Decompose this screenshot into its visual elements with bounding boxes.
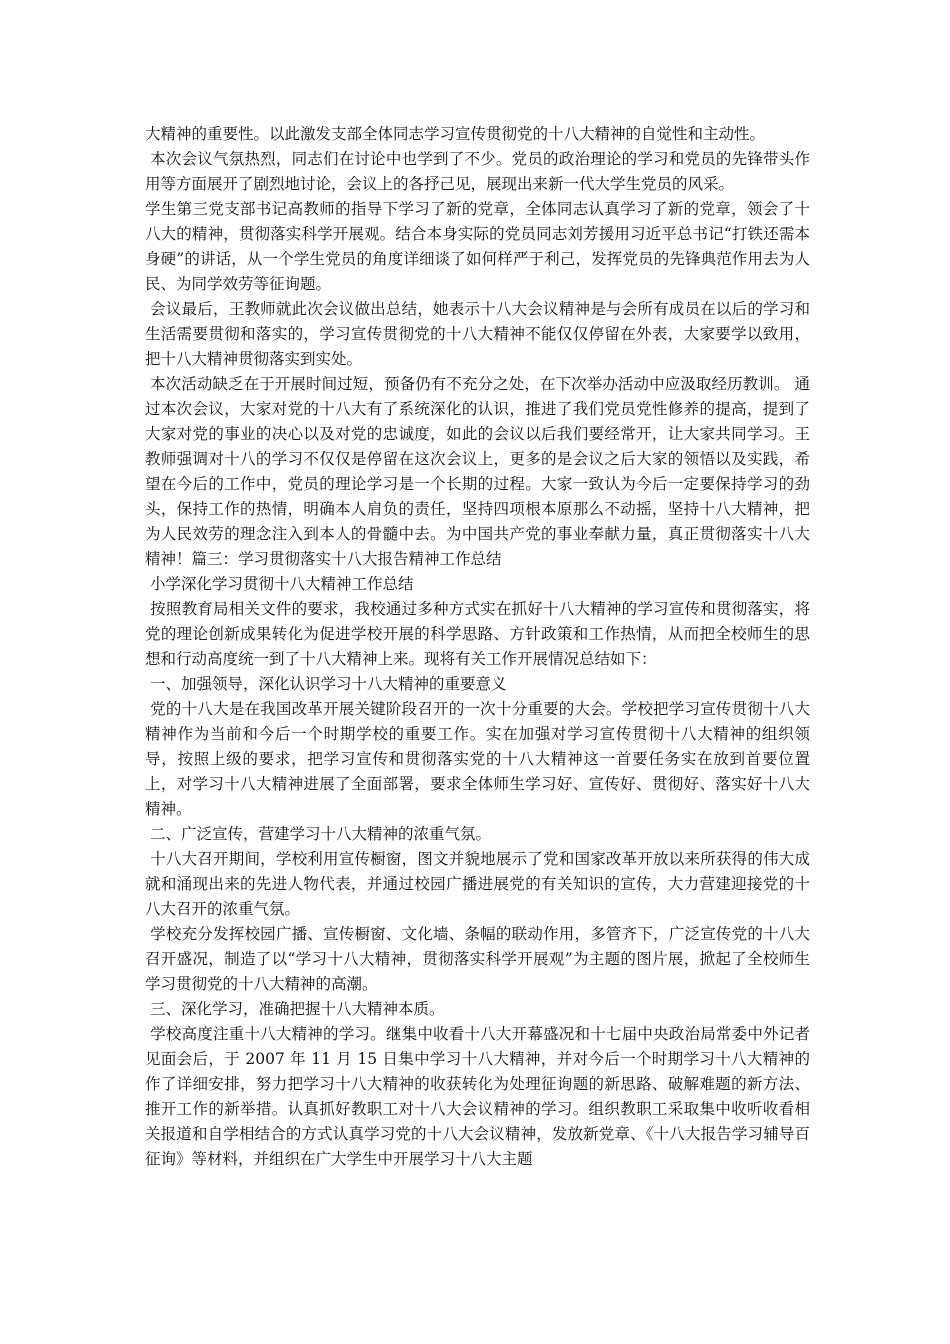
paragraph: 大精神的重要性。以此激发支部全体同志学习宣传贯彻党的十八大精神的自觉性和主动性。 bbox=[145, 125, 766, 143]
section-heading: 三、深化学习，准确把握十八大精神本质。 bbox=[145, 1000, 445, 1018]
document-body bbox=[145, 122, 810, 1172]
paragraph: 会议最后，王教师就此次会议做出总结，她表示十八大会议精神是与会所有成员在以后的学习和生活需要贯彻和落实的，学习宣传贯彻党的十八大精神不能仅仅停留在外表，大家要学以致用，把十八大精神贯彻落实到实处。 bbox=[145, 300, 810, 368]
paragraph: 学校充分发挥校园广播、宣传橱窗、文化墙、条幅的联动作用，多管齐下，广泛宣传党的十八大召开盛况，制造了以“学习十八大精神，贯彻落实科学开展观”为主题的图片展，掀起了全校师生学习贯彻党的十八大精神的高潮。 bbox=[145, 925, 810, 993]
paragraph: 本次活动缺乏在于开展时间过短，预备仍有不充分之处，在下次举办活动中应汲取经历教训。 通过本次会议，大家对党的十八大有了系统深化的认识，推进了我们党员党性修养的提高，提到了大家对党的事业的决心以及对党的忠诚度，如此的会议以后我们要经常开，让大家共同学习。王教师强调对十八的学习不仅仅是停留在这次会议上，更多的是会议之后大家的领悟以及实践，希望在今后的工作中，党员的理论学习是一个长期的过程。大家一致认为今后一定要保持学习的劲头，保持工作的热情，明确本人肩负的责任，坚持四项根本原那么不动摇，坚持十八大精神，把为人民效劳的理念注入到本人的骨髓中去。为中国共产党的事业奉献力量，真正贯彻落实十八大精神！篇三：学习贯彻落实十八大报告精神工作总结 bbox=[145, 375, 810, 568]
section-heading: 小学深化学习贯彻十八大精神工作总结 bbox=[145, 575, 414, 593]
paragraph: 学生第三党支部书记高教师的指导下学习了新的党章，全体同志认真学习了新的党章，领会了十八大的精神，贯彻落实科学开展观。结合本身实际的党员同志刘芳援用习近平总书记“打铁还需本身硬”的讲话，从一个学生党员的角度详细谈了如何样严于利己，发挥党员的先锋典范作用去为人民、为同学效劳等征询题。 bbox=[145, 200, 810, 293]
section-heading: 二、广泛宣传，营建学习十八大精神的浓重气氛。 bbox=[145, 825, 491, 843]
paragraph: 党的十八大是在我国改革开展关键阶段召开的一次十分重要的大会。学校把学习宣传贯彻十八大精神作为当前和今后一个时期学校的重要工作。实在加强对学习宣传贯彻十八大精神的组织领导，按照上级的要求，把学习宣传和贯彻落实党的十八大精神这一首要任务实在放到首要位置上，对学习十八大精神进展了全面部署，要求全体师生学习好、宣传好、贯彻好、落实好十八大精神。 bbox=[145, 700, 810, 818]
paragraph: 学校高度注重十八大精神的学习。继集中收看十八大开幕盛况和十七届中央政治局常委中外记者见面会后，于 2007 年 11 月 15 日集中学习十八大精神，并对今后一个时期学习十八大精神的作了详细安排，努力把学习十八大精神的收获转化为处理征询题的新思路、破解难题的新方法、推开工作的新举措。认真抓好教职工对十八大会议精神的学习。组织教职工采取集中收听收看相关报道和自学相结合的方式认真学习党的十八大会议精神，发放新党章、《十八大报告学习辅导百征询》等材料，并组织在广大学生中开展学习十八大主题 bbox=[145, 1025, 810, 1168]
section-heading: 一、加强领导，深化认识学习十八大精神的重要意义 bbox=[145, 675, 507, 693]
paragraph: 本次会议气氛热烈，同志们在讨论中也学到了不少。党员的政治理论的学习和党员的先锋带头作用等方面展开了剧烈地讨论，会议上的各抒己见，展现出来新一代大学生党员的风采。 bbox=[145, 150, 810, 193]
paragraph: 十八大召开期间，学校利用宣传橱窗，图文并貌地展示了党和国家改革开放以来所获得的伟大成就和涌现出来的先进人物代表，并通过校园广播进展党的有关知识的宣传，大力营建迎接党的十八大召开的浓重气氛。 bbox=[145, 850, 810, 918]
paragraph: 按照教育局相关文件的要求，我校通过多种方式实在抓好十八大精神的学习宣传和贯彻落实，将党的理论创新成果转化为促进学校开展的科学思路、方针政策和工作热情，从而把全校师生的思想和行动高度统一到了十八大精神上来。现将有关工作开展情况总结如下： bbox=[145, 600, 810, 668]
